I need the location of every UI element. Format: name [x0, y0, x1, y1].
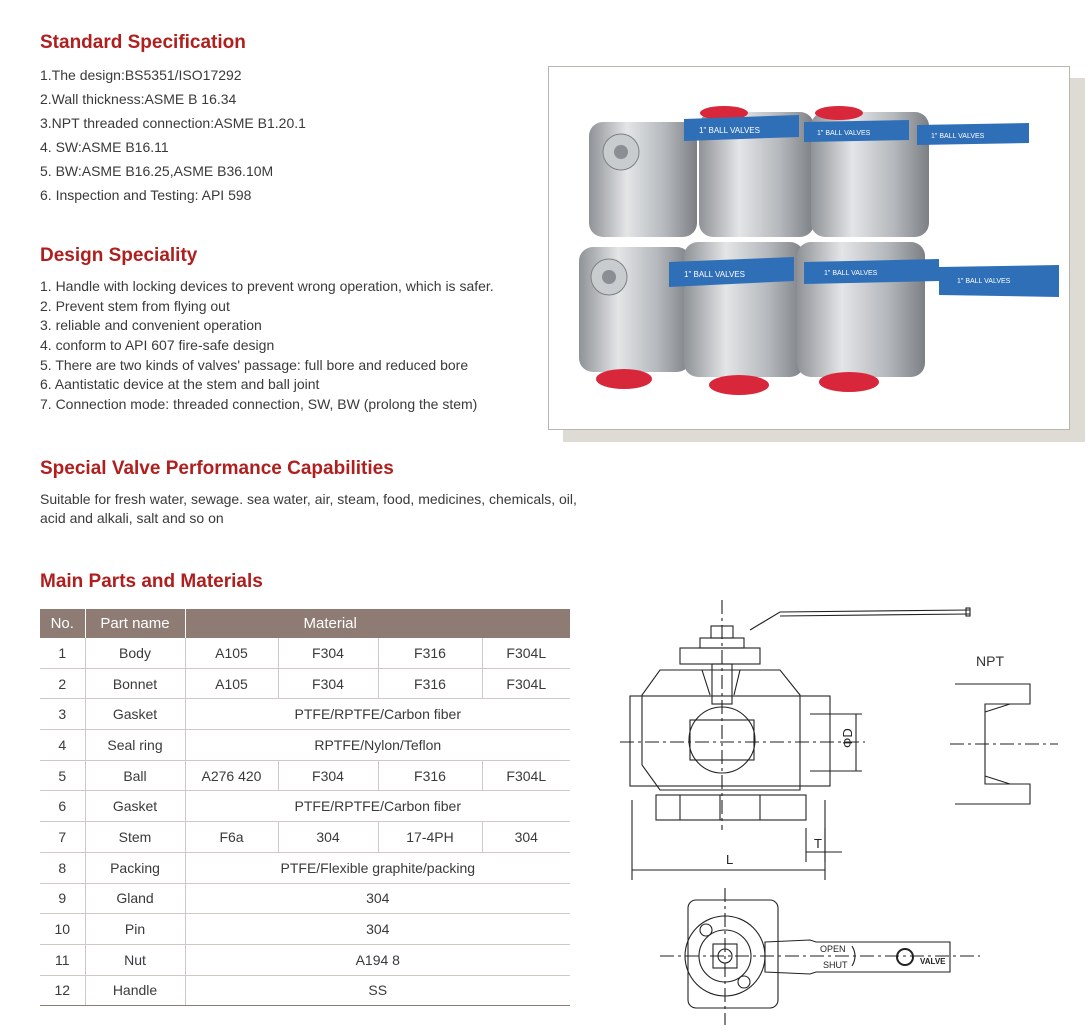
cell-no: 7: [40, 822, 85, 853]
standard-spec-item: 5. BW:ASME B16.25,ASME B36.10M: [40, 163, 274, 179]
standard-spec-item: 6. Inspection and Testing: API 598: [40, 187, 252, 203]
cell-part-name: Bonnet: [85, 668, 185, 699]
cell-material: RPTFE/Nylon/Teflon: [185, 730, 570, 761]
cell-material: F316: [378, 638, 482, 668]
dim-d-label: ΦD: [840, 728, 855, 748]
standard-spec-item: 4. SW:ASME B16.11: [40, 139, 169, 155]
cell-no: 8: [40, 852, 85, 883]
design-speciality-item: 2. Prevent stem from flying out: [40, 297, 230, 314]
cell-material: F316: [378, 668, 482, 699]
table-row: [40, 852, 570, 883]
drawing-handle: [750, 610, 970, 630]
npt-label: NPT: [976, 653, 1004, 669]
logo-label: VALVE: [920, 957, 946, 966]
table-row: [40, 638, 570, 668]
parts-header-row: [40, 609, 570, 638]
parts-table: [40, 609, 571, 1006]
design-speciality-item: 7. Connection mode: threaded connection, SW, BW (prolong the stem): [40, 396, 478, 413]
standard-spec-item: 3.NPT threaded connection:ASME B1.20.1: [40, 115, 306, 131]
drawing-body: [642, 670, 800, 790]
cell-material: SS: [185, 975, 570, 1006]
cell-material: A105: [185, 668, 278, 699]
cell-material: F304: [278, 760, 378, 791]
handle-label: 1" BALL VALVES: [817, 130, 871, 137]
ball-valves-image: [549, 67, 1069, 429]
standard-spec-heading: Standard Specification: [40, 32, 246, 53]
cell-no: 3: [40, 699, 85, 730]
cell-material: 17-4PH: [378, 822, 482, 853]
table-row: [40, 944, 570, 975]
cell-no: 1: [40, 638, 85, 668]
cell-no: 9: [40, 883, 85, 914]
valve-photo: [548, 66, 1070, 430]
handle-label: 1" BALL VALVES: [699, 126, 760, 135]
cell-part-name: Pin: [85, 914, 185, 945]
design-speciality-item: 5. There are two kinds of valves' passage: full bore and reduced bore: [40, 356, 469, 373]
table-row: [40, 883, 570, 914]
cell-material: F6a: [185, 822, 278, 853]
performance-text: Suitable for fresh water, sewage. sea water, air, steam, food, medicines, chemicals, oil, acid and alkali, salt and so on: [40, 491, 577, 526]
cell-material: PTFE/Flexible graphite/packing: [185, 852, 570, 883]
parts-body: [40, 638, 570, 1006]
valve-drawing: [620, 600, 1070, 1030]
cell-no: 5: [40, 760, 85, 791]
header-material: Material: [185, 609, 570, 638]
cell-material: F304L: [482, 668, 570, 699]
cell-material: PTFE/RPTFE/Carbon fiber: [185, 791, 570, 822]
standard-spec-item: 1.The design:BS5351/ISO17292: [40, 67, 242, 83]
dim-l-label: L: [726, 852, 734, 867]
standard-spec-list: [40, 63, 306, 207]
cell-material: 304: [185, 883, 570, 914]
cell-material: F304L: [482, 760, 570, 791]
cell-part-name: Seal ring: [85, 730, 185, 761]
cell-part-name: Gasket: [85, 699, 185, 730]
cell-material: 304: [185, 914, 570, 945]
cell-part-name: Handle: [85, 975, 185, 1006]
header-no: No.: [40, 609, 85, 638]
handle-label: 1" BALL VALVES: [824, 270, 878, 277]
cell-material: F316: [378, 760, 482, 791]
cell-part-name: Stem: [85, 822, 185, 853]
table-row: [40, 668, 570, 699]
table-row: [40, 699, 570, 730]
cell-no: 10: [40, 914, 85, 945]
design-speciality-item: 3. reliable and convenient operation: [40, 317, 262, 334]
performance-heading: Special Valve Performance Capabilities: [40, 458, 394, 479]
cell-material: PTFE/RPTFE/Carbon fiber: [185, 699, 570, 730]
table-row: [40, 730, 570, 761]
cell-no: 6: [40, 791, 85, 822]
shut-label: SHUT: [823, 960, 848, 970]
table-row: [40, 791, 570, 822]
cell-part-name: Packing: [85, 852, 185, 883]
cell-material: 304: [482, 822, 570, 853]
table-row: [40, 822, 570, 853]
top-view: [660, 888, 980, 1025]
cell-part-name: Body: [85, 638, 185, 668]
cell-material: A105: [185, 638, 278, 668]
cell-material: F304: [278, 668, 378, 699]
handle-label: 1" BALL VALVES: [931, 133, 985, 140]
design-speciality-item: 1. Handle with locking devices to prevent wrong operation, which is safer.: [40, 278, 494, 294]
table-row: [40, 914, 570, 945]
header-part-name: Part name: [85, 609, 185, 638]
design-speciality-list: [40, 277, 494, 415]
design-speciality-item: 6. Aantistatic device at the stem and ball joint: [40, 376, 320, 393]
cell-material: A276 420: [185, 760, 278, 791]
cell-material: F304: [278, 638, 378, 668]
cell-material: F304L: [482, 638, 570, 668]
cell-no: 2: [40, 668, 85, 699]
cell-part-name: Ball: [85, 760, 185, 791]
cell-no: 4: [40, 730, 85, 761]
cell-material: A194 8: [185, 944, 570, 975]
standard-spec-item: 2.Wall thickness:ASME B 16.34: [40, 91, 237, 107]
design-speciality-heading: Design Speciality: [40, 245, 198, 266]
dim-t-label: T: [814, 836, 822, 851]
handle-label: 1" BALL VALVES: [684, 270, 745, 279]
cell-no: 11: [40, 944, 85, 975]
table-row: [40, 975, 570, 1006]
design-speciality-item: 4. conform to API 607 fire-safe design: [40, 337, 275, 354]
cell-part-name: Gland: [85, 883, 185, 914]
cell-part-name: Nut: [85, 944, 185, 975]
open-label: OPEN: [820, 944, 846, 954]
cell-no: 12: [40, 975, 85, 1006]
cell-material: 304: [278, 822, 378, 853]
parts-heading: Main Parts and Materials: [40, 571, 263, 592]
table-row: [40, 760, 570, 791]
cell-part-name: Gasket: [85, 791, 185, 822]
handle-label: 1" BALL VALVES: [957, 278, 1011, 285]
